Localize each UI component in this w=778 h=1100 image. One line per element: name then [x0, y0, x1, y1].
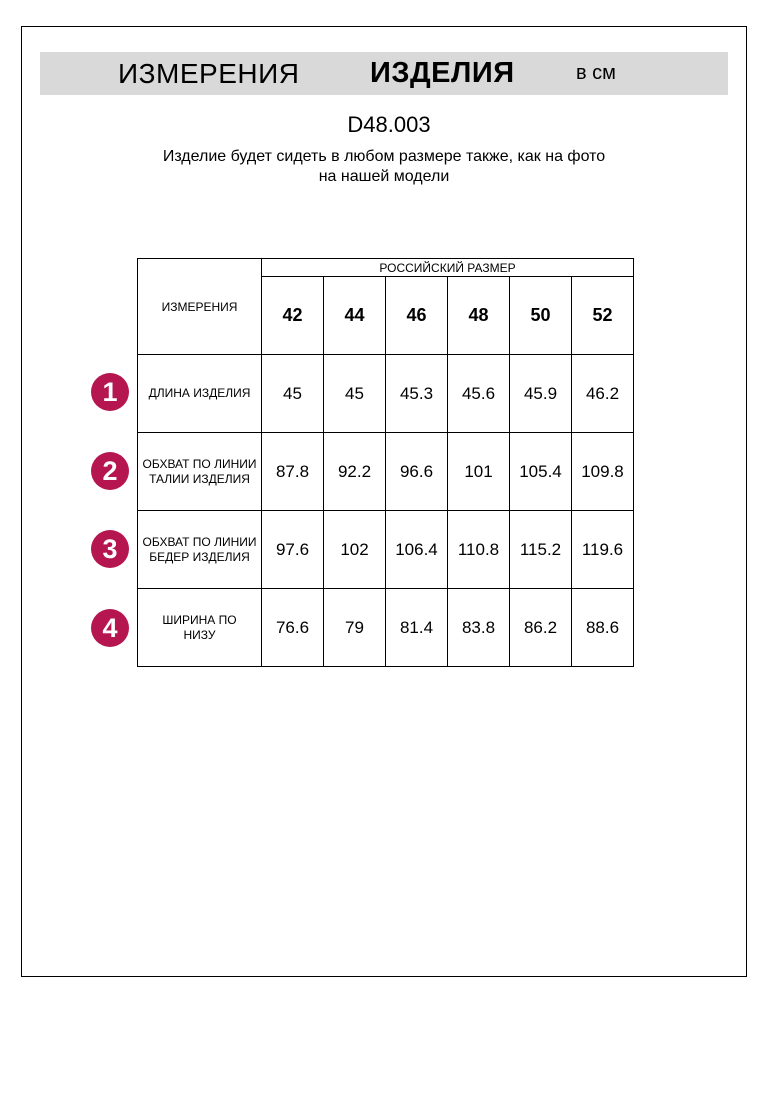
size-header: 46	[386, 277, 448, 355]
table-cell: 96.6	[386, 433, 448, 511]
russian-size-header: РОССИЙСКИЙ РАЗМЕР	[262, 259, 634, 277]
size-table	[137, 258, 634, 667]
table-cell: 102	[324, 511, 386, 589]
table-cell: 86.2	[510, 589, 572, 667]
table-cell: 109.8	[572, 433, 634, 511]
table-cell: 45	[324, 355, 386, 433]
table-cell: 88.6	[572, 589, 634, 667]
table-row	[138, 589, 634, 667]
table-cell: 105.4	[510, 433, 572, 511]
table-row	[138, 355, 634, 433]
table-cell: 119.6	[572, 511, 634, 589]
product-code: D48.003	[347, 112, 431, 137]
table-cell: 87.8	[262, 433, 324, 511]
measurements-header: ИЗМЕРЕНИЯ	[138, 259, 262, 355]
table-row	[138, 433, 634, 511]
row-label: ОБХВАТ ПО ЛИНИИ ТАЛИИ ИЗДЕЛИЯ	[138, 433, 262, 511]
title-part1: ИЗМЕРЕНИЯ	[118, 58, 300, 89]
table-cell: 115.2	[510, 511, 572, 589]
row-number-badge: 4	[91, 609, 129, 647]
table-cell: 110.8	[448, 511, 510, 589]
table-cell: 79	[324, 589, 386, 667]
row-number-badge: 1	[91, 373, 129, 411]
row-number-badge: 3	[91, 530, 129, 568]
table-cell: 45.6	[448, 355, 510, 433]
table-cell: 106.4	[386, 511, 448, 589]
row-label: ДЛИНА ИЗДЕЛИЯ	[138, 355, 262, 433]
size-header: 42	[262, 277, 324, 355]
fit-note-line2: на нашей модели	[318, 168, 450, 185]
size-header: 50	[510, 277, 572, 355]
table-cell: 83.8	[448, 589, 510, 667]
unit-label: в см	[576, 62, 616, 84]
table-cell: 45	[262, 355, 324, 433]
title-banner	[40, 52, 728, 95]
table-cell: 81.4	[386, 589, 448, 667]
table-cell: 45.9	[510, 355, 572, 433]
row-label: ОБХВАТ ПО ЛИНИИ БЕДЕР ИЗДЕЛИЯ	[138, 511, 262, 589]
row-number-badge: 2	[91, 452, 129, 490]
table-cell: 45.3	[386, 355, 448, 433]
row-label: ШИРИНА ПО НИЗУ	[138, 589, 262, 667]
fit-note	[0, 147, 768, 187]
table-cell: 97.6	[262, 511, 324, 589]
size-header: 52	[572, 277, 634, 355]
fit-note-line1: Изделие будет сидеть в любом размере также, как на фото	[162, 148, 606, 165]
table-cell: 46.2	[572, 355, 634, 433]
title-part2: ИЗДЕЛИЯ	[370, 57, 515, 89]
table-row	[138, 511, 634, 589]
table-cell: 101	[448, 433, 510, 511]
size-header: 44	[324, 277, 386, 355]
table-cell: 76.6	[262, 589, 324, 667]
table-cell: 92.2	[324, 433, 386, 511]
size-header: 48	[448, 277, 510, 355]
